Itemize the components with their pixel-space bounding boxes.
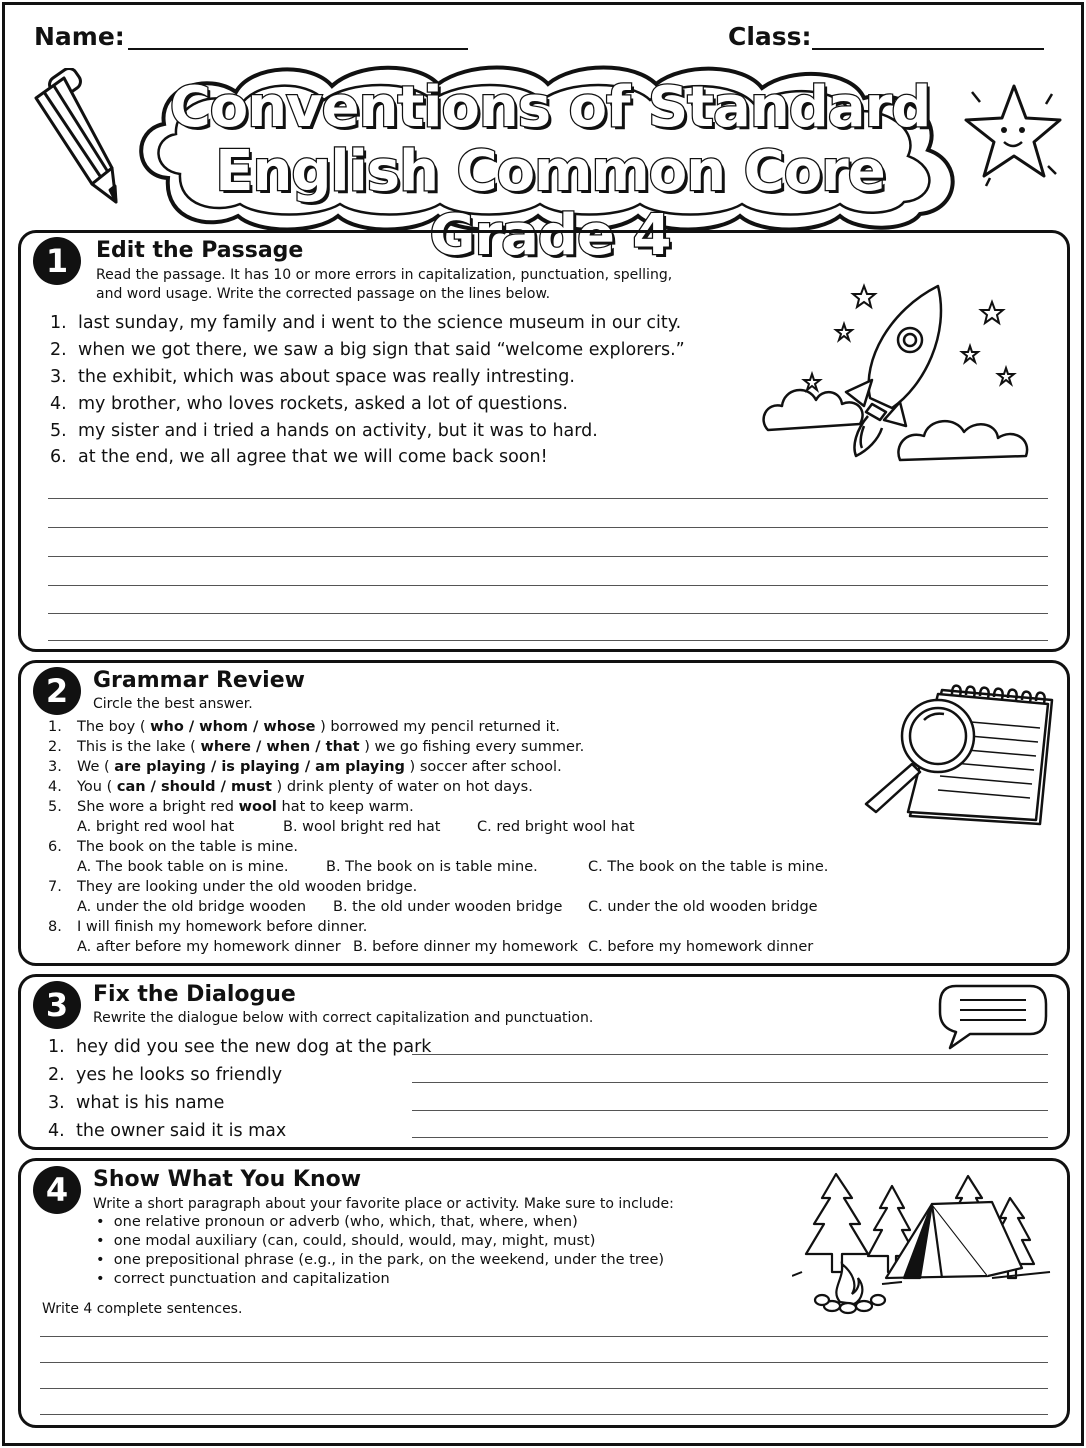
passage-line: 1. last sunday, my family and i went to the science museum in our city. bbox=[50, 313, 682, 333]
option-b[interactable]: B. before dinner my homework bbox=[353, 939, 579, 955]
answer-line[interactable] bbox=[48, 585, 1048, 586]
rocket-icon bbox=[760, 280, 1050, 470]
grammar-question-3: 3. We ( are playing / is playing / am playing ) soccer after school. bbox=[48, 759, 562, 775]
star-face-icon bbox=[956, 78, 1068, 196]
option-b[interactable]: B. the old under wooden bridge bbox=[333, 899, 563, 915]
option-c[interactable]: C. under the old wooden bridge bbox=[588, 899, 818, 915]
section-number-4: 4 bbox=[33, 1166, 81, 1214]
answer-line[interactable] bbox=[48, 527, 1048, 528]
class-label: Class: bbox=[728, 22, 812, 51]
answer-line[interactable] bbox=[48, 498, 1048, 499]
grammar-question-7: 7. They are looking under the old wooden bridge. bbox=[48, 879, 418, 895]
grammar-question-2: 2. This is the lake ( where / when / that ) we go fishing every summer. bbox=[48, 739, 585, 755]
passage-line: 5. my sister and i tried a hands on activity, but it was to hard. bbox=[50, 421, 598, 441]
answer-line[interactable] bbox=[40, 1414, 1048, 1415]
dialogue-line: 2. yes he looks so friendly bbox=[48, 1065, 283, 1085]
answer-line[interactable] bbox=[40, 1336, 1048, 1337]
title-line-1: Conventions of Standard bbox=[169, 75, 931, 140]
grammar-question-5: 5. She wore a bright red wool hat to keep warm. bbox=[48, 799, 414, 815]
requirement-item: • one modal auxiliary (can, could, should, would, may, might, must) bbox=[96, 1233, 596, 1249]
option-b[interactable]: B. The book on is table mine. bbox=[326, 859, 538, 875]
answer-choices[interactable]: where / when / that bbox=[200, 739, 360, 755]
option-a[interactable]: A. after before my homework dinner bbox=[77, 939, 341, 955]
option-a[interactable]: A. The book table on is mine. bbox=[77, 859, 289, 875]
answer-line[interactable] bbox=[412, 1054, 1048, 1055]
section-4-title: Show What You Know bbox=[93, 1167, 362, 1192]
passage-line: 6. at the end, we all agree that we will come back soon! bbox=[50, 447, 548, 467]
option-c[interactable]: C. The book on the table is mine. bbox=[588, 859, 829, 875]
answer-line[interactable] bbox=[48, 613, 1048, 614]
name-label: Name: bbox=[34, 22, 125, 51]
requirement-item: • correct punctuation and capitalization bbox=[96, 1271, 390, 1287]
requirement-item: • one prepositional phrase (e.g., in the park, on the weekend, under the tree) bbox=[96, 1252, 665, 1268]
pencil-icon bbox=[20, 68, 124, 208]
section-1-instructions-1: Read the passage. It has 10 or more errors in capitalization, punctuation, spelling, bbox=[96, 267, 673, 283]
section-number-2: 2 bbox=[33, 667, 81, 715]
option-b[interactable]: B. wool bright red hat bbox=[283, 819, 441, 835]
answer-line[interactable] bbox=[48, 556, 1048, 557]
speech-bubble-icon bbox=[936, 982, 1050, 1052]
section-3-instructions: Rewrite the dialogue below with correct capitalization and punctuation. bbox=[93, 1010, 594, 1026]
section-number-1: 1 bbox=[33, 237, 81, 285]
grammar-question-8: 8. I will finish my homework before dinner. bbox=[48, 919, 368, 935]
passage-line: 4. my brother, who loves rockets, asked a lot of questions. bbox=[50, 394, 568, 414]
passage-line: 3. the exhibit, which was about space was really intresting. bbox=[50, 367, 575, 387]
class-line[interactable] bbox=[812, 48, 1044, 50]
answer-choices[interactable]: are playing / is playing / am playing bbox=[114, 759, 405, 775]
answer-choices[interactable]: can / should / must bbox=[116, 779, 272, 795]
answer-line[interactable] bbox=[48, 640, 1048, 641]
option-a[interactable]: A. under the old bridge wooden bbox=[77, 899, 307, 915]
section-3-title: Fix the Dialogue bbox=[93, 982, 296, 1007]
dialogue-line: 3. what is his name bbox=[48, 1093, 225, 1113]
passage-line: 2. when we got there, we saw a big sign that said “welcome explorers.” bbox=[50, 340, 685, 360]
grammar-question-1: 1. The boy ( who / whom / whose ) borrowed my pencil returned it. bbox=[48, 719, 560, 735]
option-c[interactable]: C. red bright wool hat bbox=[477, 819, 635, 835]
dialogue-line: 4. the owner said it is max bbox=[48, 1121, 287, 1141]
answer-line[interactable] bbox=[412, 1082, 1048, 1083]
answer-line[interactable] bbox=[40, 1362, 1048, 1363]
option-a[interactable]: A. bright red wool hat bbox=[77, 819, 235, 835]
section-1-instructions-2: and word usage. Write the corrected passage on the lines below. bbox=[96, 286, 551, 302]
section-4-instructions: Write a short paragraph about your favorite place or activity. Make sure to include: bbox=[93, 1196, 674, 1212]
answer-line[interactable] bbox=[412, 1110, 1048, 1111]
dialogue-line: 1. hey did you see the new dog at the park bbox=[48, 1037, 432, 1057]
campsite-icon bbox=[792, 1168, 1052, 1318]
grammar-question-6: 6. The book on the table is mine. bbox=[48, 839, 299, 855]
option-c[interactable]: C. before my homework dinner bbox=[588, 939, 814, 955]
requirement-item: • one relative pronoun or adverb (who, which, that, where, when) bbox=[96, 1214, 578, 1230]
answer-line[interactable] bbox=[40, 1388, 1048, 1389]
write-prompt: Write 4 complete sentences. bbox=[42, 1301, 243, 1317]
section-2-instructions: Circle the best answer. bbox=[93, 696, 253, 712]
title-line-2: English Common Core Grade 4 bbox=[215, 139, 885, 268]
notepad-magnifier-icon bbox=[858, 680, 1058, 830]
answer-choices[interactable]: who / whom / whose bbox=[150, 719, 316, 735]
section-number-3: 3 bbox=[33, 981, 81, 1029]
section-2-title: Grammar Review bbox=[93, 668, 305, 693]
name-line[interactable] bbox=[128, 48, 468, 50]
grammar-question-4: 4. You ( can / should / must ) drink plenty of water on hot days. bbox=[48, 779, 533, 795]
answer-line[interactable] bbox=[412, 1137, 1048, 1138]
section-1-title: Edit the Passage bbox=[96, 238, 304, 263]
